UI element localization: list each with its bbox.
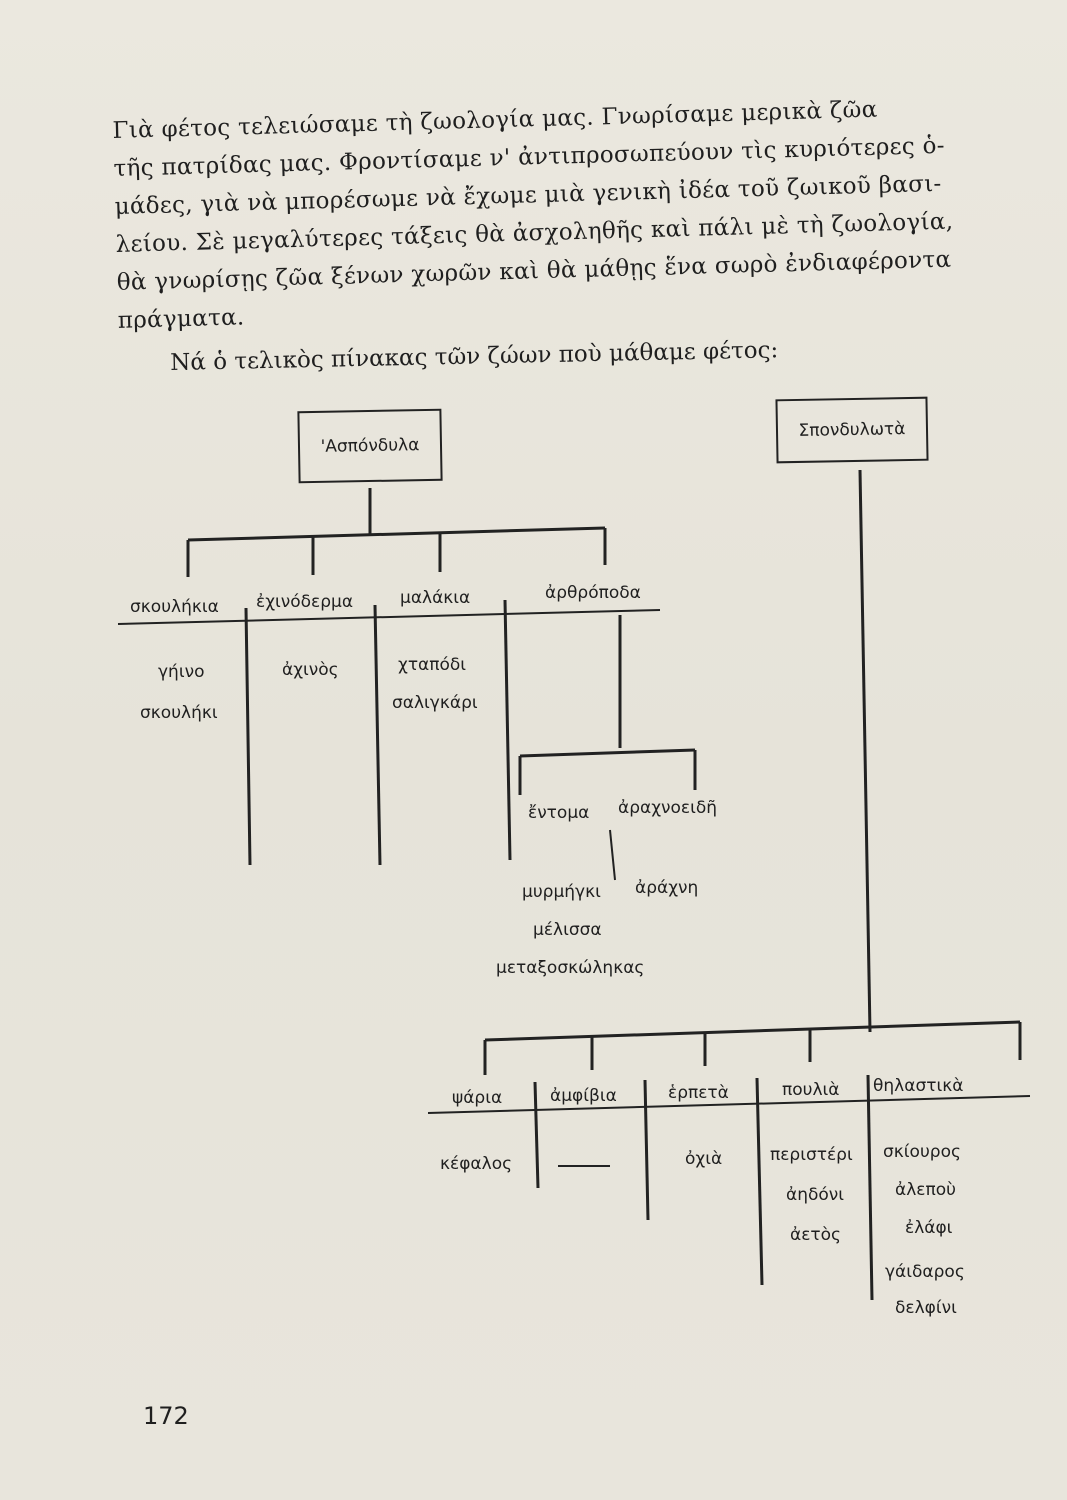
example-silkworm: μεταξοσκώληκας bbox=[496, 958, 645, 978]
example-fox: ἀλεποὺ bbox=[895, 1180, 956, 1200]
group-fish: ψάρια bbox=[452, 1088, 503, 1108]
paragraph-line: μάδες, γιὰ νὰ μπορέσωμε νὰ ἔχωμε μιὰ γενικὴ ἰδέα τοῦ ζωικοῦ βασι- bbox=[114, 170, 942, 220]
vertebrates-branch-bar bbox=[485, 1022, 1020, 1040]
example-viper: ὀχιὰ bbox=[685, 1149, 723, 1169]
example-spider: ἀράχνη bbox=[635, 878, 699, 898]
paragraph-line: Γιὰ φέτος τελειώσαμε τὴ ζωολογία μας. Γνωρίσαμε μερικὰ ζῶα bbox=[112, 96, 878, 144]
column-separator bbox=[757, 1078, 762, 1285]
column-separator bbox=[645, 1080, 648, 1220]
example-urchin: ἀχινὸς bbox=[282, 660, 339, 680]
group-birds: πουλιὰ bbox=[782, 1080, 840, 1100]
example-snail: σαλιγκάρι bbox=[392, 693, 478, 713]
example-eagle: ἀετὸς bbox=[790, 1225, 842, 1245]
column-separator bbox=[535, 1082, 538, 1188]
group-arthropods: ἀρθρόποδα bbox=[545, 583, 641, 603]
paragraph-line: τῆς πατρίδας μας. Φροντίσαμε ν' ἀντιπροσωπεύουν τὶς κυριότερες ὁ- bbox=[113, 132, 946, 182]
subgroup-insects: ἔντομα bbox=[528, 803, 590, 823]
example-bee: μέλισσα bbox=[533, 920, 602, 940]
group-worms: σκουλήκια bbox=[130, 597, 219, 617]
column-separator bbox=[246, 608, 250, 865]
example-nightingale: ἀηδόνι bbox=[786, 1185, 845, 1205]
page-number: 172 bbox=[143, 1402, 189, 1430]
group-mammals: θηλαστικὰ bbox=[873, 1076, 964, 1096]
table-intro: Νά ὁ τελικὸς πίνακας τῶν ζώων ποὺ μάθαμε φέτος: bbox=[170, 337, 779, 376]
invertebrates-branch-bar bbox=[188, 528, 605, 540]
vertebrates-title: Σπονδυλωτὰ bbox=[798, 419, 906, 441]
insect-arachnid-separator bbox=[610, 830, 615, 880]
group-echinoderms: ἐχινόδερμα bbox=[256, 592, 354, 612]
example-earthworm-2: σκουλήκι bbox=[140, 703, 218, 723]
vertebrates-stem bbox=[860, 470, 870, 1032]
example-pigeon: περιστέρι bbox=[770, 1145, 853, 1165]
invertebrates-box bbox=[297, 409, 442, 484]
group-reptiles: ἑρπετὰ bbox=[668, 1083, 729, 1103]
example-earthworm-1: γήινο bbox=[158, 662, 205, 682]
paragraph-line: θὰ γνωρίσῃς ζῶα ξένων χωρῶν καὶ θὰ μάθῃς ἕνα σωρὸ ἐνδιαφέροντα bbox=[116, 246, 952, 296]
column-separator bbox=[868, 1075, 872, 1300]
paragraph-line: πράγματα. bbox=[117, 304, 245, 334]
column-separator bbox=[375, 605, 380, 865]
arthropods-branch-bar bbox=[520, 750, 695, 756]
example-mullet: κέφαλος bbox=[440, 1154, 513, 1174]
vertebrates-box bbox=[775, 397, 928, 464]
vertebrate-groups-rule bbox=[428, 1096, 1030, 1113]
example-deer: ἐλάφι bbox=[905, 1218, 953, 1238]
example-octopus: χταπόδι bbox=[398, 655, 467, 675]
example-dolphin: δελφίνι bbox=[895, 1298, 957, 1318]
example-ant: μυρμήγκι bbox=[522, 882, 601, 902]
group-molluscs: μαλάκια bbox=[400, 588, 471, 608]
invertebrates-title: 'Ασπόνδυλα bbox=[320, 435, 420, 457]
example-squirrel: σκίουρος bbox=[883, 1142, 961, 1162]
subgroup-arachnids: ἀραχνοειδῆ bbox=[618, 798, 718, 818]
column-separator bbox=[505, 600, 510, 860]
example-donkey: γάιδαρος bbox=[885, 1262, 965, 1282]
group-amphibians: ἀμφίβια bbox=[550, 1086, 617, 1106]
paragraph-line: λείου. Σὲ μεγαλύτερες τάξεις θὰ ἀσχοληθῆς καὶ πάλι μὲ τὴ ζωολογία, bbox=[115, 208, 954, 258]
